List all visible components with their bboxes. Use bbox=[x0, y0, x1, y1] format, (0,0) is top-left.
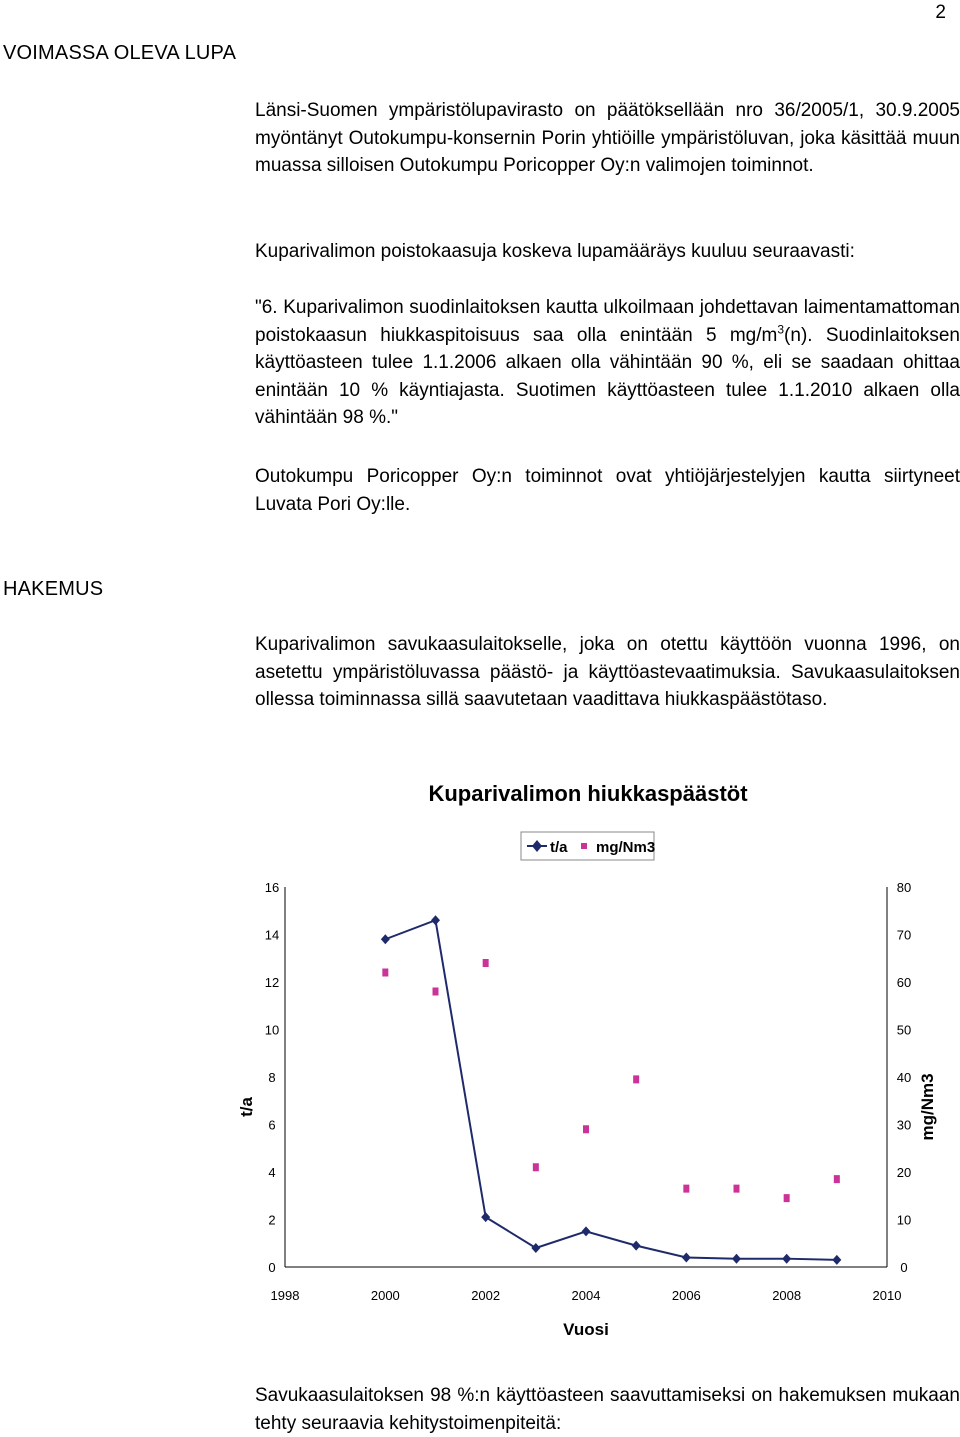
series-mgnm3-point bbox=[834, 1175, 840, 1183]
y2-tick-label: 30 bbox=[896, 1117, 912, 1133]
x-tick-label: 2006 bbox=[671, 1288, 701, 1303]
chart-title: Kuparivalimon hiukkaspäästöt bbox=[428, 781, 748, 806]
y2-tick-label: 0 bbox=[900, 1260, 908, 1275]
series-mgnm3-point bbox=[633, 1075, 639, 1083]
y-tick-label: 2 bbox=[268, 1212, 276, 1228]
series-ta-point bbox=[531, 1243, 540, 1253]
series-ta-point bbox=[782, 1254, 791, 1264]
series-ta-line bbox=[385, 920, 836, 1260]
x-tick-label: 2000 bbox=[370, 1288, 400, 1303]
series-ta-point bbox=[632, 1241, 641, 1251]
series-ta-point bbox=[832, 1255, 841, 1265]
heading-hakemus: HAKEMUS bbox=[3, 578, 104, 600]
y-tick-label: 10 bbox=[264, 1022, 280, 1038]
series-mgnm3-point bbox=[533, 1163, 539, 1171]
x-tick-label: 2008 bbox=[772, 1288, 802, 1303]
x-tick-label: 2004 bbox=[571, 1288, 601, 1303]
series-mgnm3-point bbox=[784, 1194, 790, 1202]
y-tick-label: 16 bbox=[264, 880, 280, 895]
y2-tick-label: 60 bbox=[896, 975, 912, 990]
series-mgnm3-point bbox=[734, 1185, 740, 1193]
superscript-3: 3 bbox=[777, 322, 785, 337]
legend-label-mgnm3: mg/Nm3 bbox=[596, 839, 656, 856]
x-tick-label: 2010 bbox=[872, 1288, 902, 1303]
x-tick-label: 2002 bbox=[471, 1288, 501, 1303]
paragraph-permit-decision: Länsi-Suomen ympäristölupavirasto on päätöksellään nro 36/2005/1, 30.9.2005 myöntänyt Outokumpu-konsernin Porin yhtiöille ympäristöluvan, joka käsittää muun muassa silloisen Outokumpu Poricopper Oy:n valimojen toiminnot. bbox=[255, 100, 960, 176]
y2-tick-label: 20 bbox=[896, 1165, 912, 1180]
series-mgnm3-point bbox=[583, 1125, 589, 1133]
x-axis-label: Vuosi bbox=[563, 1320, 609, 1339]
y2-axis-label: mg/Nm3 bbox=[918, 1073, 937, 1141]
chart-axes bbox=[285, 887, 887, 1267]
y-tick-label: 8 bbox=[268, 1070, 276, 1085]
series-ta-point bbox=[732, 1254, 741, 1264]
paragraph-flue-gas-plant: Kuparivalimon savukaasulaitokselle, joka on otettu käyttöön vuonna 1996, on asetettu ympäristöluvassa päästö- ja käyttöastevaatimuksia. Savukaasulaitoksen ollessa toiminnassa sillä saavutetaan vaadittava hiukkaspäästötaso. bbox=[255, 634, 960, 710]
series-mgnm3-point bbox=[683, 1185, 689, 1193]
chart-legend bbox=[521, 832, 655, 860]
series-ta-point bbox=[481, 1212, 490, 1222]
series-mgnm3-point bbox=[382, 969, 388, 977]
heading-voimassa-oleva-lupa: VOIMASSA OLEVA LUPA bbox=[3, 42, 237, 64]
y-tick-label: 14 bbox=[264, 927, 280, 943]
paragraph-regulation-quote bbox=[255, 294, 960, 432]
y2-tick-label: 40 bbox=[896, 1070, 912, 1085]
x-tick-label: 1998 bbox=[270, 1288, 300, 1303]
paragraph-development-measures: Savukaasulaitoksen 98 %:n käyttöasteen saavuttamiseksi on hakemuksen mukaan tehty seuraavia kehitystoimenpiteitä: bbox=[255, 1385, 960, 1434]
series-ta-point bbox=[381, 934, 390, 944]
y-axis-label: t/a bbox=[237, 1097, 256, 1117]
series-ta-point bbox=[682, 1253, 691, 1263]
y-tick-label: 12 bbox=[264, 975, 280, 990]
series-ta-point bbox=[582, 1226, 591, 1236]
regulation-quote-part2: (n). Suodinlaitoksen käyttöasteen tulee 1.1.2006 alkaen olla vähintään 90 %, eli se saadaan ohittaa enintään 10 % käyntiajasta. Suotimen käyttöasteen tulee 1.1.2010 alkaen olla vähintään 98 %." bbox=[255, 324, 960, 428]
y2-tick-label: 10 bbox=[896, 1212, 912, 1228]
y2-tick-label: 50 bbox=[896, 1022, 912, 1038]
paragraph-company-transfer: Outokumpu Poricopper Oy:n toiminnot ovat yhtiöjärjestelyjen kautta siirtyneet Luvata Pori Oy:lle. bbox=[255, 466, 960, 515]
paragraph-regulation-intro: Kuparivalimon poistokaasuja koskeva lupamääräys kuuluu seuraavasti: bbox=[255, 241, 855, 262]
y-tick-label: 4 bbox=[268, 1165, 276, 1180]
particle-emissions-chart bbox=[0, 760, 960, 1360]
chart-plot-area bbox=[381, 915, 841, 1265]
y2-tick-label: 70 bbox=[896, 927, 912, 943]
page-number: 2 bbox=[935, 2, 946, 23]
series-mgnm3-point bbox=[433, 988, 439, 996]
regulation-quote-part1: "6. Kuparivalimon suodinlaitoksen kautta ulkoilmaan johdettavan laimentamattoman poistokaasun hiukkaspitoisuus saa olla enintään 5 mg/m bbox=[255, 297, 960, 346]
chart-ticks bbox=[265, 880, 911, 1303]
y-tick-label: 0 bbox=[268, 1260, 276, 1275]
series-mgnm3-point bbox=[483, 959, 489, 967]
series-ta-point bbox=[431, 915, 440, 925]
legend-square-marker bbox=[581, 843, 587, 849]
legend-label-ta: t/a bbox=[550, 839, 568, 856]
y2-tick-label: 80 bbox=[896, 880, 912, 895]
y-tick-label: 6 bbox=[268, 1117, 276, 1133]
